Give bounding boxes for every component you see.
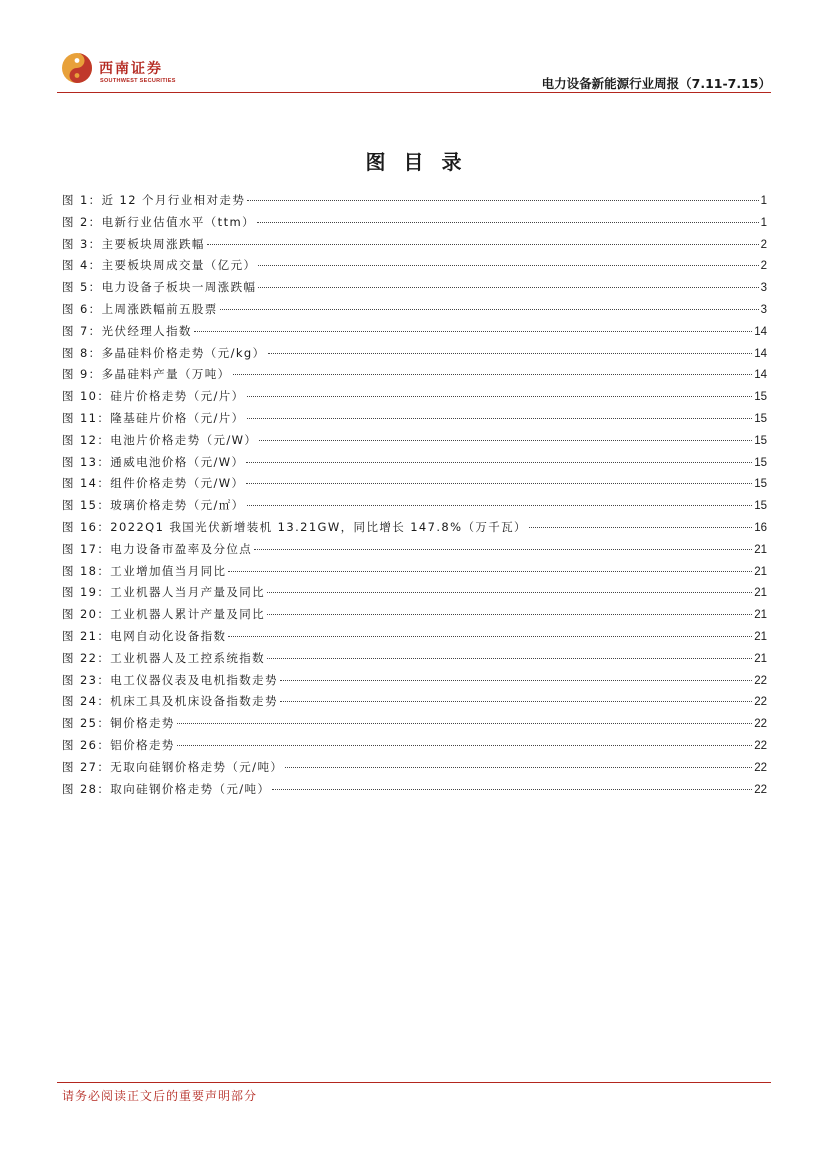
figure-list <box>62 192 767 802</box>
toc-entry-page-number: 21 <box>754 609 767 622</box>
toc-entry-page-number: 15 <box>754 412 767 425</box>
toc-entry[interactable] <box>62 366 767 388</box>
toc-entry[interactable] <box>62 301 767 323</box>
footer-divider <box>57 1082 771 1083</box>
toc-leader-dots <box>529 527 752 528</box>
toc-entry[interactable] <box>62 432 767 454</box>
toc-entry[interactable] <box>62 781 767 803</box>
toc-entry[interactable] <box>62 759 767 781</box>
toc-entry-page-number: 15 <box>754 500 767 513</box>
toc-entry-label: 图 13：通威电池价格（元/W） <box>62 454 245 469</box>
toc-entry-label: 图 19：工业机器人当月产量及同比 <box>62 585 266 600</box>
toc-entry[interactable] <box>62 584 767 606</box>
toc-entry-label: 图 27：无取向硅钢价格走势（元/吨） <box>62 759 284 774</box>
toc-entry-label: 图 6：上周涨跌幅前五股票 <box>62 301 218 316</box>
toc-entry-label: 图 9：多晶硅料产量（万吨） <box>62 367 231 382</box>
toc-leader-dots <box>267 614 752 615</box>
toc-leader-dots <box>177 723 752 724</box>
toc-entry-label: 图 4：主要板块周成交量（亿元） <box>62 258 257 273</box>
toc-entry[interactable] <box>62 214 767 236</box>
logo-chinese-name: 西南证券 <box>99 61 163 77</box>
toc-entry[interactable] <box>62 497 767 519</box>
toc-entry-label: 图 15：玻璃价格走势（元/㎡） <box>62 498 245 513</box>
toc-entry-page-number: 14 <box>754 369 767 382</box>
toc-entry-page-number: 21 <box>754 652 767 665</box>
toc-entry[interactable] <box>62 628 767 650</box>
toc-entry[interactable] <box>62 519 767 541</box>
toc-entry[interactable] <box>62 650 767 672</box>
toc-leader-dots <box>259 440 752 441</box>
toc-entry[interactable] <box>62 323 767 345</box>
toc-entry-page-number: 22 <box>754 739 767 752</box>
toc-leader-dots <box>228 636 752 637</box>
toc-entry-label: 图 12：电池片价格走势（元/W） <box>62 432 258 447</box>
toc-leader-dots <box>268 353 753 354</box>
toc-entry-label: 图 11：隆基硅片价格（元/片） <box>62 410 245 425</box>
toc-entry-page-number: 22 <box>754 696 767 709</box>
toc-entry[interactable] <box>62 737 767 759</box>
header-divider <box>57 92 771 93</box>
toc-leader-dots <box>254 549 752 550</box>
toc-entry-label: 图 2：电新行业估值水平（ttm） <box>62 214 255 229</box>
toc-entry[interactable] <box>62 257 767 279</box>
toc-leader-dots <box>247 396 753 397</box>
toc-leader-dots <box>177 745 752 746</box>
toc-entry-label: 图 20：工业机器人累计产量及同比 <box>62 607 266 622</box>
toc-leader-dots <box>207 244 759 245</box>
southwest-securities-logo-icon <box>61 52 93 84</box>
toc-entry[interactable] <box>62 475 767 497</box>
page-header <box>57 46 771 94</box>
toc-entry[interactable] <box>62 236 767 258</box>
toc-entry-page-number: 2 <box>760 260 767 273</box>
toc-entry[interactable] <box>62 693 767 715</box>
toc-entry[interactable] <box>62 454 767 476</box>
toc-entry-label: 图 22：工业机器人及工控系统指数 <box>62 650 266 665</box>
toc-entry-page-number: 21 <box>754 543 767 556</box>
toc-entry[interactable] <box>62 279 767 301</box>
toc-leader-dots <box>246 483 752 484</box>
page-heading: 图目录 <box>365 150 480 174</box>
toc-leader-dots <box>267 658 752 659</box>
toc-leader-dots <box>194 331 752 332</box>
toc-leader-dots <box>257 222 759 223</box>
toc-entry[interactable] <box>62 345 767 367</box>
toc-leader-dots <box>247 505 753 506</box>
toc-leader-dots <box>280 680 752 681</box>
toc-entry-page-number: 21 <box>754 630 767 643</box>
toc-entry-page-number: 22 <box>754 783 767 796</box>
toc-entry-page-number: 16 <box>754 521 767 534</box>
toc-entry[interactable] <box>62 563 767 585</box>
toc-leader-dots <box>280 701 752 702</box>
toc-entry-page-number: 21 <box>754 587 767 600</box>
toc-entry[interactable] <box>62 715 767 737</box>
toc-entry-page-number: 14 <box>754 347 767 360</box>
toc-leader-dots <box>246 462 752 463</box>
toc-leader-dots <box>233 374 753 375</box>
toc-entry-page-number: 3 <box>760 303 767 316</box>
report-title: 电力设备新能源行业周报（7.11-7.15） <box>541 76 771 91</box>
toc-entry-page-number: 22 <box>754 674 767 687</box>
toc-entry-page-number: 15 <box>754 478 767 491</box>
toc-entry-label: 图 14：组件价格走势（元/W） <box>62 476 245 491</box>
toc-entry-page-number: 22 <box>754 718 767 731</box>
toc-entry-label: 图 24：机床工具及机床设备指数走势 <box>62 694 278 709</box>
toc-leader-dots <box>267 592 752 593</box>
toc-entry-page-number: 15 <box>754 434 767 447</box>
toc-entry-label: 图 18：工业增加值当月同比 <box>62 563 227 578</box>
toc-entry-page-number: 1 <box>760 216 767 229</box>
toc-entry-page-number: 15 <box>754 456 767 469</box>
toc-entry-page-number: 2 <box>760 238 767 251</box>
toc-entry-page-number: 3 <box>760 282 767 295</box>
footer-disclaimer: 请务必阅读正文后的重要声明部分 <box>62 1089 258 1103</box>
toc-entry-page-number: 14 <box>754 325 767 338</box>
toc-leader-dots <box>258 265 758 266</box>
toc-entry-label: 图 8：多晶硅料价格走势（元/kg） <box>62 345 266 360</box>
toc-entry[interactable] <box>62 672 767 694</box>
toc-entry-label: 图 1：近 12 个月行业相对走势 <box>62 193 246 207</box>
toc-leader-dots <box>258 287 758 288</box>
logo-english-name: SOUTHWEST SECURITIES <box>100 78 176 84</box>
toc-leader-dots <box>228 571 752 572</box>
toc-leader-dots <box>272 789 752 790</box>
toc-entry-label: 图 10：硅片价格走势（元/片） <box>62 389 245 404</box>
toc-entry-label: 图 3：主要板块周涨跌幅 <box>62 236 205 251</box>
toc-leader-dots <box>247 200 758 201</box>
toc-entry[interactable] <box>62 410 767 432</box>
company-logo <box>61 50 181 90</box>
toc-entry[interactable] <box>62 192 767 214</box>
toc-entry-label: 图 16：2022Q1 我国光伏新增装机 13.21GW，同比增长 147.8%（万千瓦） <box>62 519 527 534</box>
toc-entry-page-number: 1 <box>760 195 767 207</box>
toc-leader-dots <box>285 767 752 768</box>
toc-entry[interactable] <box>62 606 767 628</box>
toc-entry-page-number: 21 <box>754 565 767 578</box>
toc-entry[interactable] <box>62 388 767 410</box>
toc-entry-label: 图 28：取向硅钢价格走势（元/吨） <box>62 781 271 796</box>
toc-entry-label: 图 17：电力设备市盈率及分位点 <box>62 541 253 556</box>
toc-entry-page-number: 15 <box>754 391 767 404</box>
toc-entry-label: 图 25：铜价格走势 <box>62 716 175 731</box>
toc-leader-dots <box>220 309 759 310</box>
toc-entry-label: 图 26：铝价格走势 <box>62 737 175 752</box>
toc-entry[interactable] <box>62 541 767 563</box>
toc-entry-label: 图 21：电网自动化设备指数 <box>62 628 227 643</box>
toc-leader-dots <box>247 418 753 419</box>
toc-entry-page-number: 22 <box>754 761 767 774</box>
toc-entry-label: 图 5：电力设备子板块一周涨跌幅 <box>62 280 257 295</box>
toc-entry-label: 图 23：电工仪器仪表及电机指数走势 <box>62 672 278 687</box>
toc-entry-label: 图 7：光伏经理人指数 <box>62 323 192 338</box>
